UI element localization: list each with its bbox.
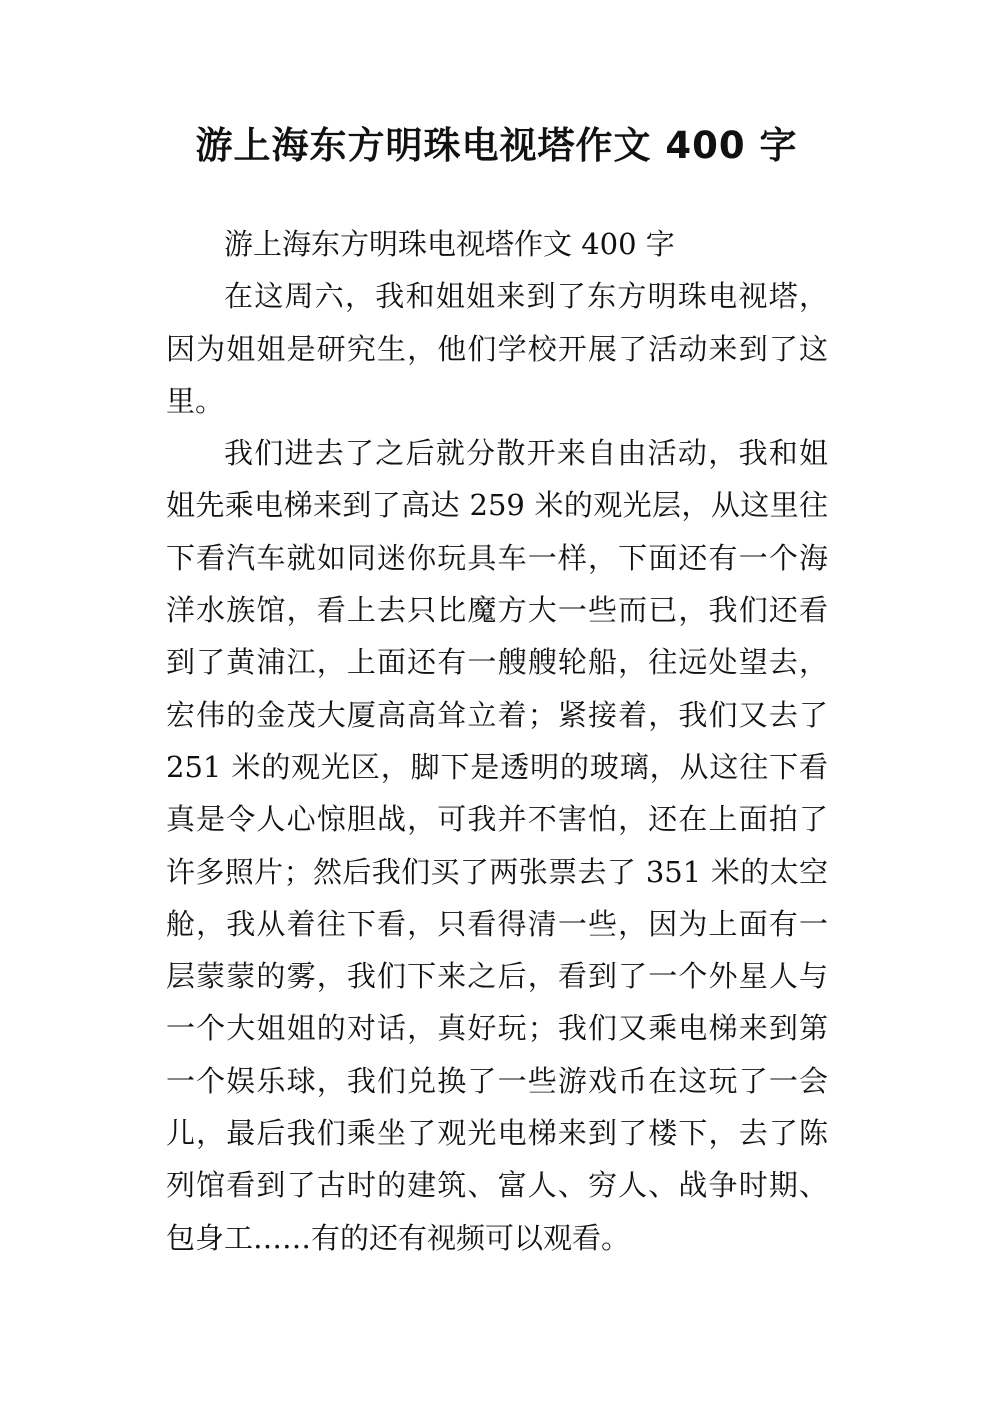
paragraph-main: 我们进去了之后就分散开来自由活动，我和姐姐先乘电梯来到了高达 259 米的观光层，从这里往下看汽车就如同迷你玩具车一样，下面还有一个海洋水族馆，看上去只比魔方大一些而已，我们还看到了黄浦江，上面还有一艘艘轮船，往远处望去，宏伟的金茂大厦高高耸立着；紧接着，我们又去了 251 米的观光区，脚下是透明的玻璃，从这往下看真是令人心惊胆战，可我并不害怕，还在上面拍了许多照片；然后我们买了两张票去了 351 米的太空舱，我从着往下看，只看得清一些，因为上面有一层蒙蒙的雾，我们下来之后，看到了一个外星人与一个大姐姐的对话，真好玩；我们又乘电梯来到第一个娱乐球，我们兑换了一些游戏币在这玩了一会儿，最后我们乘坐了观光电梯来到了楼下，去了陈列馆看到了古时的建筑、富人、穷人、战争时期、包身工……有的还有视频可以观看。	[166, 436, 828, 1255]
document-title: 游上海东方明珠电视塔作文 400 字	[195, 124, 798, 167]
document-body	[166, 218, 828, 1264]
paragraph-subtitle: 游上海东方明珠电视塔作文 400 字	[224, 227, 675, 261]
paragraph-intro: 在这周六，我和姐姐来到了东方明珠电视塔，因为姐姐是研究生，他们学校开展了活动来到了这里。	[166, 279, 828, 418]
